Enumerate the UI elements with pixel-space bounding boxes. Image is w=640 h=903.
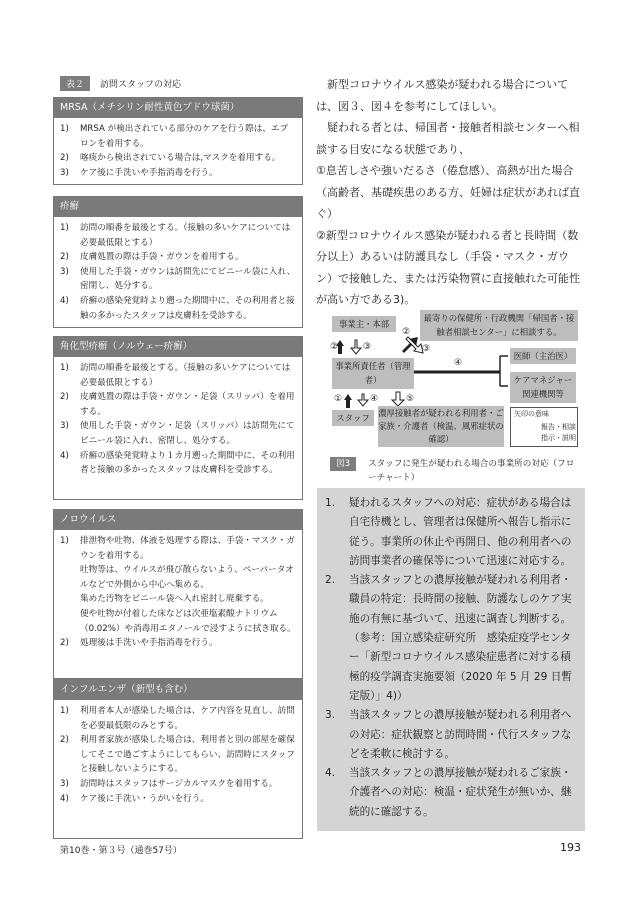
legend-title: 矢印の意味 xyxy=(514,410,549,418)
item-num: 3) xyxy=(60,778,69,789)
node-head-office: 事業主・本部 xyxy=(332,316,396,332)
item-text: 当該スタッフとの濃厚接触が疑われるご家族・介護者への対応：検温・症状発生が無いか、継続的に確認する。 xyxy=(349,767,572,818)
item-text: 皮膚処置の際は手袋・ガウン・足袋（スリッパ）を着用する。 xyxy=(80,392,295,417)
item-text: 疥癬の感染発覚時より遡った期間中に、その利用者と接触の多かったスタッフは皮膚科を受診する。 xyxy=(80,295,295,321)
item-text: 排泄物や吐物、体液を処理する際は、手袋・マスク・ガウンを着用する。 xyxy=(80,536,295,561)
paragraph: 疑われる者とは、帰国者・接触者相談センターへ相談する目安になる状態であり、 xyxy=(316,121,580,156)
figure-caption xyxy=(330,457,580,485)
arrow-down-icon xyxy=(392,392,404,406)
flow-mark: ② xyxy=(330,342,339,352)
item-text: 処理後は手洗いや手指消毒を行う。 xyxy=(80,638,218,649)
figure-caption-title: スタッフに発生が疑われる場合の事業所の対応（フローチャート） xyxy=(368,459,575,483)
item-num: 2) xyxy=(60,735,69,746)
box-norovirus xyxy=(53,509,303,679)
item-num: 4) xyxy=(60,450,69,461)
list-item xyxy=(317,494,585,571)
list-item xyxy=(60,221,296,250)
list-item xyxy=(60,419,296,448)
list-item xyxy=(60,122,296,151)
item-text: 利用者家族が感染した場合は、利用者と別の部屋を確保してそこで過ごすようにしてもらい、訪問時にスタッフと接触しないようにする。 xyxy=(80,735,295,775)
node-contacts: 濃厚接触者が疑われる利用者・ご家族・介護者（検温、風邪症状の確認） xyxy=(378,406,504,447)
list-item xyxy=(60,534,296,563)
list-item xyxy=(60,592,296,607)
item-num: 2. xyxy=(325,574,336,587)
item-text: 当該スタッフとの濃厚接触が疑われる利用者への対応：症状観察と訪問時間・代行スタッフなどを柔軟に検討する。 xyxy=(349,709,572,760)
table-caption xyxy=(60,76,300,90)
item-num: 2) xyxy=(60,153,69,164)
footer-volume: 第10巻・第３号（通巻57号） xyxy=(60,846,182,856)
item-num: 3) xyxy=(60,167,69,178)
list-item xyxy=(60,733,296,777)
table-caption-title: 訪問スタッフの対応 xyxy=(100,79,182,90)
list-item xyxy=(317,571,585,706)
list-item xyxy=(60,449,296,478)
paragraph: ②新型コロナウイルス感染が疑われる者と長時間（数分以上）あるいは防護具なし（手袋・マスク・ガウン）で接触した、または汚染物質に直接触れた可能性が高い方である3)。 xyxy=(316,228,580,306)
item-text: ケア後に手洗い・うがいを行う。 xyxy=(80,793,209,804)
item-text: 訪問の順番を最後とする。（接触の多いケアについては必要最低限とする） xyxy=(80,223,291,248)
item-text: 利用者本人が感染した場合は、ケア内容を見直し、訪問を必要最低限のみとする。 xyxy=(80,706,295,731)
flowchart xyxy=(330,310,580,450)
list-item xyxy=(60,294,296,323)
list-item xyxy=(317,764,585,822)
list-item xyxy=(317,706,585,764)
list-item xyxy=(60,792,296,807)
item-text: 便や吐物が付着した床などは次亜塩素酸ナトリウム（0.02%）や消毒用エタノールで浸すように拭き取る。 xyxy=(80,608,296,634)
item-text: 疥癬の感染発覚時より１カ月遡った期間中に、その利用者と接触の多かったスタッフは皮膚科を受診する。 xyxy=(80,450,295,476)
box-title: MRSA（メチシリン耐性黄色ブドウ球菌） xyxy=(54,98,302,118)
paragraph: ①息苦しさや強いだるさ（倦怠感）、高熱が出た場合（高齢者、基礎疾患のある方、妊婦は症状があれば直ぐ） xyxy=(316,164,580,220)
list-item xyxy=(60,361,296,390)
item-text: 吐物等は、ウイルスが飛び散らないよう、ペーパータオルなどで外側から中心へ集める。 xyxy=(80,565,294,590)
item-num: 2) xyxy=(60,252,69,263)
node-doctor: 医師（主治医） xyxy=(510,348,576,364)
flow-mark: ③ xyxy=(363,342,372,352)
arrow-down-icon xyxy=(358,394,368,406)
item-text: 使用した手袋・ガウン・足袋（スリッパ）は訪問先にてビニール袋に入れ、密閉し、処分する。 xyxy=(80,421,295,446)
flow-mark: ④ xyxy=(370,394,379,404)
item-text: 集めた汚物をビニール袋へ入れ密封し廃棄する。 xyxy=(80,594,269,605)
item-text: 皮膚処置の際は手袋・ガウンを着用する。 xyxy=(80,252,244,263)
box-title: 角化型疥癬（ノルウェー疥癬） xyxy=(54,337,302,357)
item-text: 疑われるスタッフへの対応：症状がある場合は自宅待機とし、管理者は保健所へ報告し指示に従う。事業所の休止や再開日、他の利用者への訪問事業者の確保等について迅速に対応する。 xyxy=(349,497,572,567)
box-title: ノロウイルス xyxy=(54,510,302,530)
item-text: 訪問の順番を最後とする。（接触の多いケアについては必要最低限とする） xyxy=(80,363,291,388)
item-text: 訪問時はスタッフはサージカルマスクを着用する。 xyxy=(80,778,278,789)
box-crusted-scabies xyxy=(53,336,303,500)
staff-response-box xyxy=(317,488,585,831)
item-text: 使用した手袋・ガウンは訪問先にてビニール袋に入れ、密閉し、処分する。 xyxy=(80,266,296,292)
node-manager: 事業所責任者（管理者） xyxy=(332,358,414,389)
body-text xyxy=(316,74,584,311)
node-health-center: 最寄りの保健所・行政機関「帰国者・接触者相談センター」に相談する。 xyxy=(420,310,578,341)
list-item xyxy=(60,390,296,419)
item-num: 1) xyxy=(60,363,69,373)
table-caption-tag: 表２ xyxy=(60,76,90,91)
paragraph: 新型コロナウイルス感染が疑われる場合については、図３、図４を参考にしてほしい。 xyxy=(316,78,569,113)
box-title: インフルエンザ（新型も含む） xyxy=(54,680,302,700)
node-staff: スタッフ xyxy=(332,410,374,426)
item-num: 4) xyxy=(60,793,69,804)
flow-mark: ① xyxy=(334,394,343,404)
figure-caption-tag: 図3 xyxy=(330,457,356,471)
list-item xyxy=(60,563,296,592)
page-number: 193 xyxy=(560,841,581,854)
arrow-up-icon xyxy=(344,394,352,408)
item-num: 4. xyxy=(325,767,336,780)
item-num xyxy=(60,607,80,636)
item-num: 3) xyxy=(60,421,69,432)
list-item xyxy=(60,704,296,733)
flow-mark: ③ xyxy=(422,344,431,354)
flow-mark: ② xyxy=(402,327,411,337)
item-num: 1) xyxy=(60,536,69,546)
item-num: 1) xyxy=(60,706,69,716)
box-scabies xyxy=(53,196,303,328)
item-num: 2) xyxy=(60,638,69,649)
item-text: MRSA が検出されている部分のケアを行う際は、エプロンを着用する。 xyxy=(80,124,289,149)
item-num: 2) xyxy=(60,392,69,403)
node-care-manager: ケアマネジャー関連機関等 xyxy=(510,372,576,403)
list-item xyxy=(60,265,296,294)
list-item xyxy=(60,151,296,166)
legend xyxy=(510,407,578,447)
box-title: 疥癬 xyxy=(54,197,302,217)
item-text: 喀痰から検出されている場合は,マスクを着用する。 xyxy=(80,153,281,164)
legend-instruct-label: 指示・説明 xyxy=(541,434,576,442)
arrow-down-icon xyxy=(351,340,361,354)
item-num: 1. xyxy=(325,497,336,509)
list-item xyxy=(60,250,296,265)
box-influenza xyxy=(53,679,303,839)
item-num: 1) xyxy=(60,124,69,134)
item-num xyxy=(60,592,80,607)
flow-mark: ⑤ xyxy=(406,394,415,404)
item-num xyxy=(60,563,80,592)
item-text: ケア後に手洗いや手指消毒を行う。 xyxy=(80,167,218,178)
item-num: 3. xyxy=(325,709,336,722)
flow-mark: ④ xyxy=(454,358,463,368)
list-item xyxy=(60,777,296,792)
box-mrsa xyxy=(53,97,303,185)
list-item xyxy=(60,607,296,636)
item-text: 当該スタッフとの濃厚接触が疑われる利用者・職員の特定：長時間の接触、防護なしのケア実施の有無に基づいて、迅速に調査し判断する。（参考：国立感染症研究所 感染症疫学センター「新型コロナウイルス感染症患者に対する積極的疫学調査実施要領（2020 年 5 月 29 日暫定版）」4)） xyxy=(349,574,572,702)
item-num: 3) xyxy=(60,266,69,277)
legend-report-label: 報告・相談 xyxy=(541,423,576,431)
item-num: 4) xyxy=(60,295,69,306)
list-item xyxy=(60,166,296,181)
item-num: 1) xyxy=(60,223,69,233)
list-item xyxy=(60,636,296,651)
